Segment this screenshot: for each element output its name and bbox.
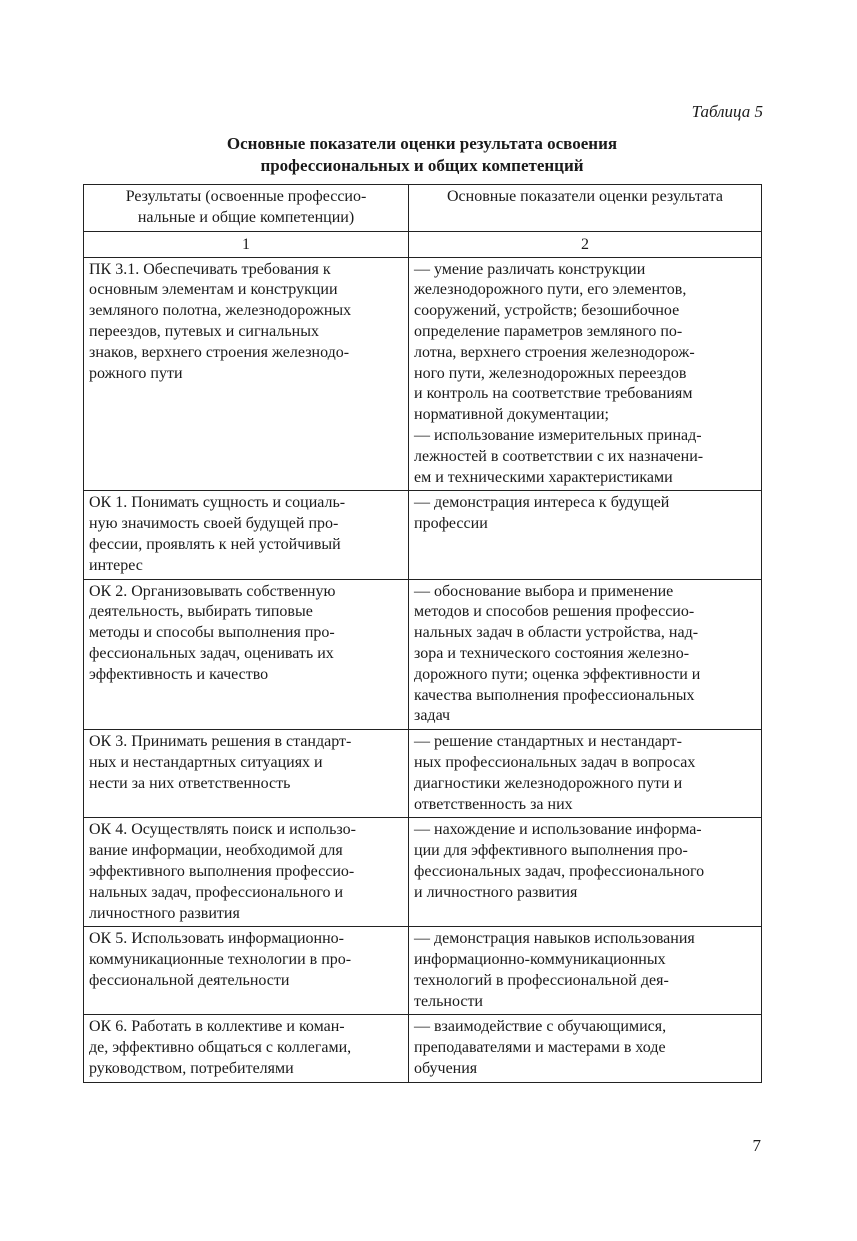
indicators-cell-line: ем и техническими характеристиками xyxy=(414,468,673,486)
competency-cell-line: ОК 6. Работать в коллективе и коман- xyxy=(89,1018,345,1036)
competency-cell-line: вание информации, необходимой для xyxy=(89,842,343,860)
indicators-cell-line: — демонстрация навыков использования xyxy=(414,930,695,948)
competency-cell-line: ОК 5. Использовать информационно- xyxy=(89,930,345,948)
indicators-cell xyxy=(409,927,762,1015)
indicators-cell-line: лежностей в соответствии с их назначени- xyxy=(414,447,704,465)
column-number-2: 2 xyxy=(409,231,762,257)
table-row xyxy=(84,257,762,491)
competency-cell-line: ОК 4. Осуществлять поиск и использо- xyxy=(89,821,356,839)
indicators-cell xyxy=(409,257,762,491)
indicators-cell-line: преподавателями и мастерами в ходе xyxy=(414,1039,666,1057)
header-indicators-line: Основные показатели оценки результата xyxy=(446,188,723,205)
indicators-cell-line: — обоснование выбора и применение xyxy=(414,582,674,600)
indicators-cell-line: и личностного развития xyxy=(414,883,578,901)
indicators-cell-line: дорожного пути; оценка эффективности и xyxy=(414,665,701,683)
indicators-cell-line: методов и способов решения профессио- xyxy=(414,603,695,621)
table-row xyxy=(84,730,762,818)
competency-cell-line: нести за них ответственность xyxy=(89,774,291,792)
indicators-cell-line: — демонстрация интереса к будущей xyxy=(414,494,670,512)
indicators-cell-line: обучения xyxy=(414,1060,478,1078)
competency-cell-line: рожного пути xyxy=(89,364,183,382)
competency-cell xyxy=(84,1015,409,1082)
competency-cell-line: ОК 3. Принимать решения в стандарт- xyxy=(89,733,352,751)
indicators-cell xyxy=(409,818,762,927)
table-row xyxy=(84,491,762,579)
header-indicators xyxy=(409,185,762,232)
table-row xyxy=(84,579,762,730)
indicators-cell-line: ции для эффективного выполнения про- xyxy=(414,842,688,860)
indicators-cell-line: фессиональных задач, профессионального xyxy=(414,862,705,880)
competency-cell-line: основным элементам и конструкции xyxy=(89,281,338,299)
competency-cell xyxy=(84,579,409,730)
competency-cell xyxy=(84,257,409,491)
competency-cell-line: личностного развития xyxy=(89,904,240,922)
indicators-cell-line: технологий в профессиональной дея- xyxy=(414,971,669,989)
header-results-line: Результаты (освоенные профессио- xyxy=(125,188,367,205)
indicators-cell-line: и контроль на соответствие требованиям xyxy=(414,385,693,403)
indicators-cell-line: определение параметров земляного по- xyxy=(414,322,683,340)
table-row xyxy=(84,818,762,927)
indicators-cell-line: задач xyxy=(414,707,451,725)
competency-cell-line: эффективность и качество xyxy=(89,665,269,683)
competency-cell-line: коммуникационные технологии в про- xyxy=(89,951,352,969)
indicators-cell-line: ного пути, железнодорожных переездов xyxy=(414,364,687,382)
column-number-row xyxy=(84,231,762,257)
indicators-cell-line: — использование измерительных принад- xyxy=(414,426,702,444)
indicators-cell-line: — взаимодействие с обучающимися, xyxy=(414,1018,667,1036)
competency-table xyxy=(83,184,762,1083)
table-row xyxy=(84,1015,762,1082)
competency-cell-line: нальных задач, профессионального и xyxy=(89,883,344,901)
indicators-cell-line: нормативной документации; xyxy=(414,406,609,424)
table-title xyxy=(83,133,761,177)
indicators-cell-line: — умение различать конструкции xyxy=(414,260,646,278)
indicators-cell-line: качества выполнения профессиональных xyxy=(414,686,695,704)
indicators-cell xyxy=(409,730,762,818)
page-number: 7 xyxy=(752,1136,761,1155)
competency-cell-line: интерес xyxy=(89,556,143,574)
indicators-cell xyxy=(409,1015,762,1082)
competency-cell-line: методы и способы выполнения про- xyxy=(89,624,335,642)
competency-cell-line: руководством, потребителями xyxy=(89,1060,294,1078)
competency-cell xyxy=(84,730,409,818)
competency-cell xyxy=(84,491,409,579)
competency-cell-line: ОК 1. Понимать сущность и социаль- xyxy=(89,494,346,512)
competency-cell-line: переездов, путевых и сигнальных xyxy=(89,322,319,340)
indicators-cell-line: ответственность за них xyxy=(414,795,573,813)
table-row xyxy=(84,927,762,1015)
competency-cell-line: эффективного выполнения профессио- xyxy=(89,862,355,880)
indicators-cell-line: — нахождение и использование информа- xyxy=(414,821,702,839)
table-title-line-2: профессиональных и общих компетенций xyxy=(260,156,584,175)
competency-cell-line: ОК 2. Организовывать собственную xyxy=(89,582,336,600)
indicators-cell-line: профессии xyxy=(414,515,488,533)
indicators-cell-line: диагностики железнодорожного пути и xyxy=(414,774,683,792)
competency-cell xyxy=(84,927,409,1015)
indicators-cell-line: ных профессиональных задач в вопросах xyxy=(414,753,696,771)
indicators-cell-line: зора и технического состояния железно- xyxy=(414,644,690,662)
indicators-cell-line: нальных задач в области устройства, над- xyxy=(414,624,699,642)
indicators-cell xyxy=(409,579,762,730)
competency-cell-line: фессиональных задач, оценивать их xyxy=(89,644,334,662)
competency-cell-line: знаков, верхнего строения железнодо- xyxy=(89,343,350,361)
competency-cell-line: деятельность, выбирать типовые xyxy=(89,603,313,621)
competency-cell xyxy=(84,818,409,927)
column-number-1: 1 xyxy=(84,231,409,257)
indicators-cell-line: сооружений, устройств; безошибочное xyxy=(414,302,680,320)
competency-cell-line: фессиональной деятельности xyxy=(89,971,290,989)
competency-cell-line: де, эффективно общаться с коллегами, xyxy=(89,1039,352,1057)
indicators-cell-line: железнодорожного пути, его элементов, xyxy=(414,281,687,299)
competency-cell-line: фессии, проявлять к ней устойчивый xyxy=(89,535,341,553)
table-title-line-1: Основные показатели оценки результата освоения xyxy=(226,134,618,153)
competency-cell-line: земляного полотна, железнодорожных xyxy=(89,302,352,320)
header-results xyxy=(84,185,409,232)
competency-cell-line: ную значимость своей будущей про- xyxy=(89,515,339,533)
indicators-cell xyxy=(409,491,762,579)
competency-cell-line: ных и нестандартных ситуациях и xyxy=(89,753,323,771)
indicators-cell-line: тельности xyxy=(414,992,483,1010)
indicators-cell-line: лотна, верхнего строения железнодорож- xyxy=(414,343,695,361)
header-results-line: нальные и общие компетенции) xyxy=(137,208,355,226)
table-label: Таблица 5 xyxy=(691,102,763,121)
indicators-cell-line: информационно-коммуникационных xyxy=(414,951,666,969)
competency-cell-line: ПК 3.1. Обеспечивать требования к xyxy=(89,260,331,278)
indicators-cell-line: — решение стандартных и нестандарт- xyxy=(414,733,682,751)
table-header-row xyxy=(84,185,762,232)
